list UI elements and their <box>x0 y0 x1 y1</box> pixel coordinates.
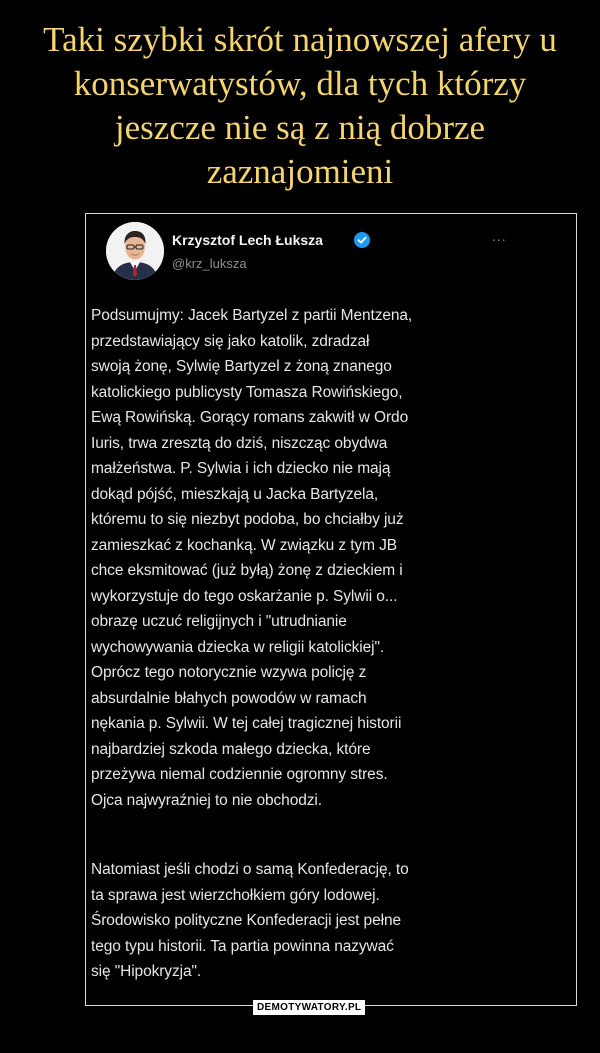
text-line: najbardziej szkoda małego dziecka, które <box>91 740 371 758</box>
text-line: ta sprawa jest wierzchołkiem góry lodowej. <box>91 886 380 904</box>
verified-badge-icon <box>354 232 370 248</box>
text-line: Środowisko polityczne Konfederacji jest pełne <box>91 912 401 929</box>
text-line: nękania p. Sylwii. W tej całej tragicznej historii <box>91 715 402 732</box>
avatar-image <box>106 222 164 280</box>
text-line: katolickiego publicysty Tomasza Rowińskiego, <box>91 383 403 401</box>
text-line: obrazę uczuć religijnych i "utrudnianie <box>91 613 347 630</box>
text-line: Ewą Rowińską. Gorący romans zakwitł w Ordo <box>91 409 409 426</box>
text-line: Iuris, trwa zresztą do dziś, niszcząc obydwa <box>91 434 388 452</box>
text-line: absurdalnie błahych powodów w ramach <box>91 689 367 707</box>
text-line: swoją żonę, Sylwię Bartyzel z żoną znanego <box>91 358 392 375</box>
text-line: dokąd pójść, mieszkają u Jacka Bartyzela, <box>91 485 379 503</box>
text-line: przedstawiający się jako katolik, zdradzał <box>91 332 370 350</box>
text-line: Oprócz tego notorycznie wzywa policję z <box>91 664 367 681</box>
author-handle[interactable]: @krz_luksza <box>172 256 247 271</box>
text-line: zamieszkać z kochanką. W związku z tym JB <box>91 536 397 554</box>
text-line: się "Hipokryzja". <box>91 963 202 980</box>
text-line: Podsumujmy: Jacek Bartyzel z partii Mentzena, <box>91 307 413 324</box>
headline-line: jeszcze nie są z nią dobrze <box>114 108 486 147</box>
text-line: wychowywania dziecka w religii katolickiej". <box>91 638 385 656</box>
text-line: małżeństwa. P. Sylwia i ich dziecko nie mają <box>91 460 391 477</box>
text-line: któremu to się niezbyt podoba, bo chciałby już <box>91 511 404 528</box>
headline-line: zaznajomieni <box>206 152 394 191</box>
tweet-text-paragraph-2 <box>91 857 409 985</box>
headline-line: Taki szybki skrót najnowszej afery u <box>43 20 557 59</box>
headline <box>0 18 600 194</box>
text-line: wykorzystuje do tego oskarżanie p. Sylwii o... <box>91 587 398 605</box>
author-name[interactable]: Krzysztof Lech Łuksza <box>172 232 323 248</box>
text-line: Natomiast jeśli chodzi o samą Konfederację, to <box>91 861 409 878</box>
text-line: Ojca najwyraźniej to nie obchodzi. <box>91 791 322 809</box>
more-options-icon[interactable]: ... <box>492 228 507 244</box>
text-line: tego typu historii. Ta partia powinna nazywać <box>91 937 394 955</box>
text-line: chce eksmitować (już byłą) żonę z dzieckiem i <box>91 562 403 579</box>
site-watermark: DEMOTYWATORY.PL <box>253 1000 365 1015</box>
headline-line: konserwatystów, dla tych którzy <box>73 64 527 103</box>
text-line: przeżywa niemal codziennie ogromny stres. <box>91 766 388 783</box>
avatar[interactable] <box>106 222 164 280</box>
tweet-text-paragraph-1 <box>91 303 412 813</box>
